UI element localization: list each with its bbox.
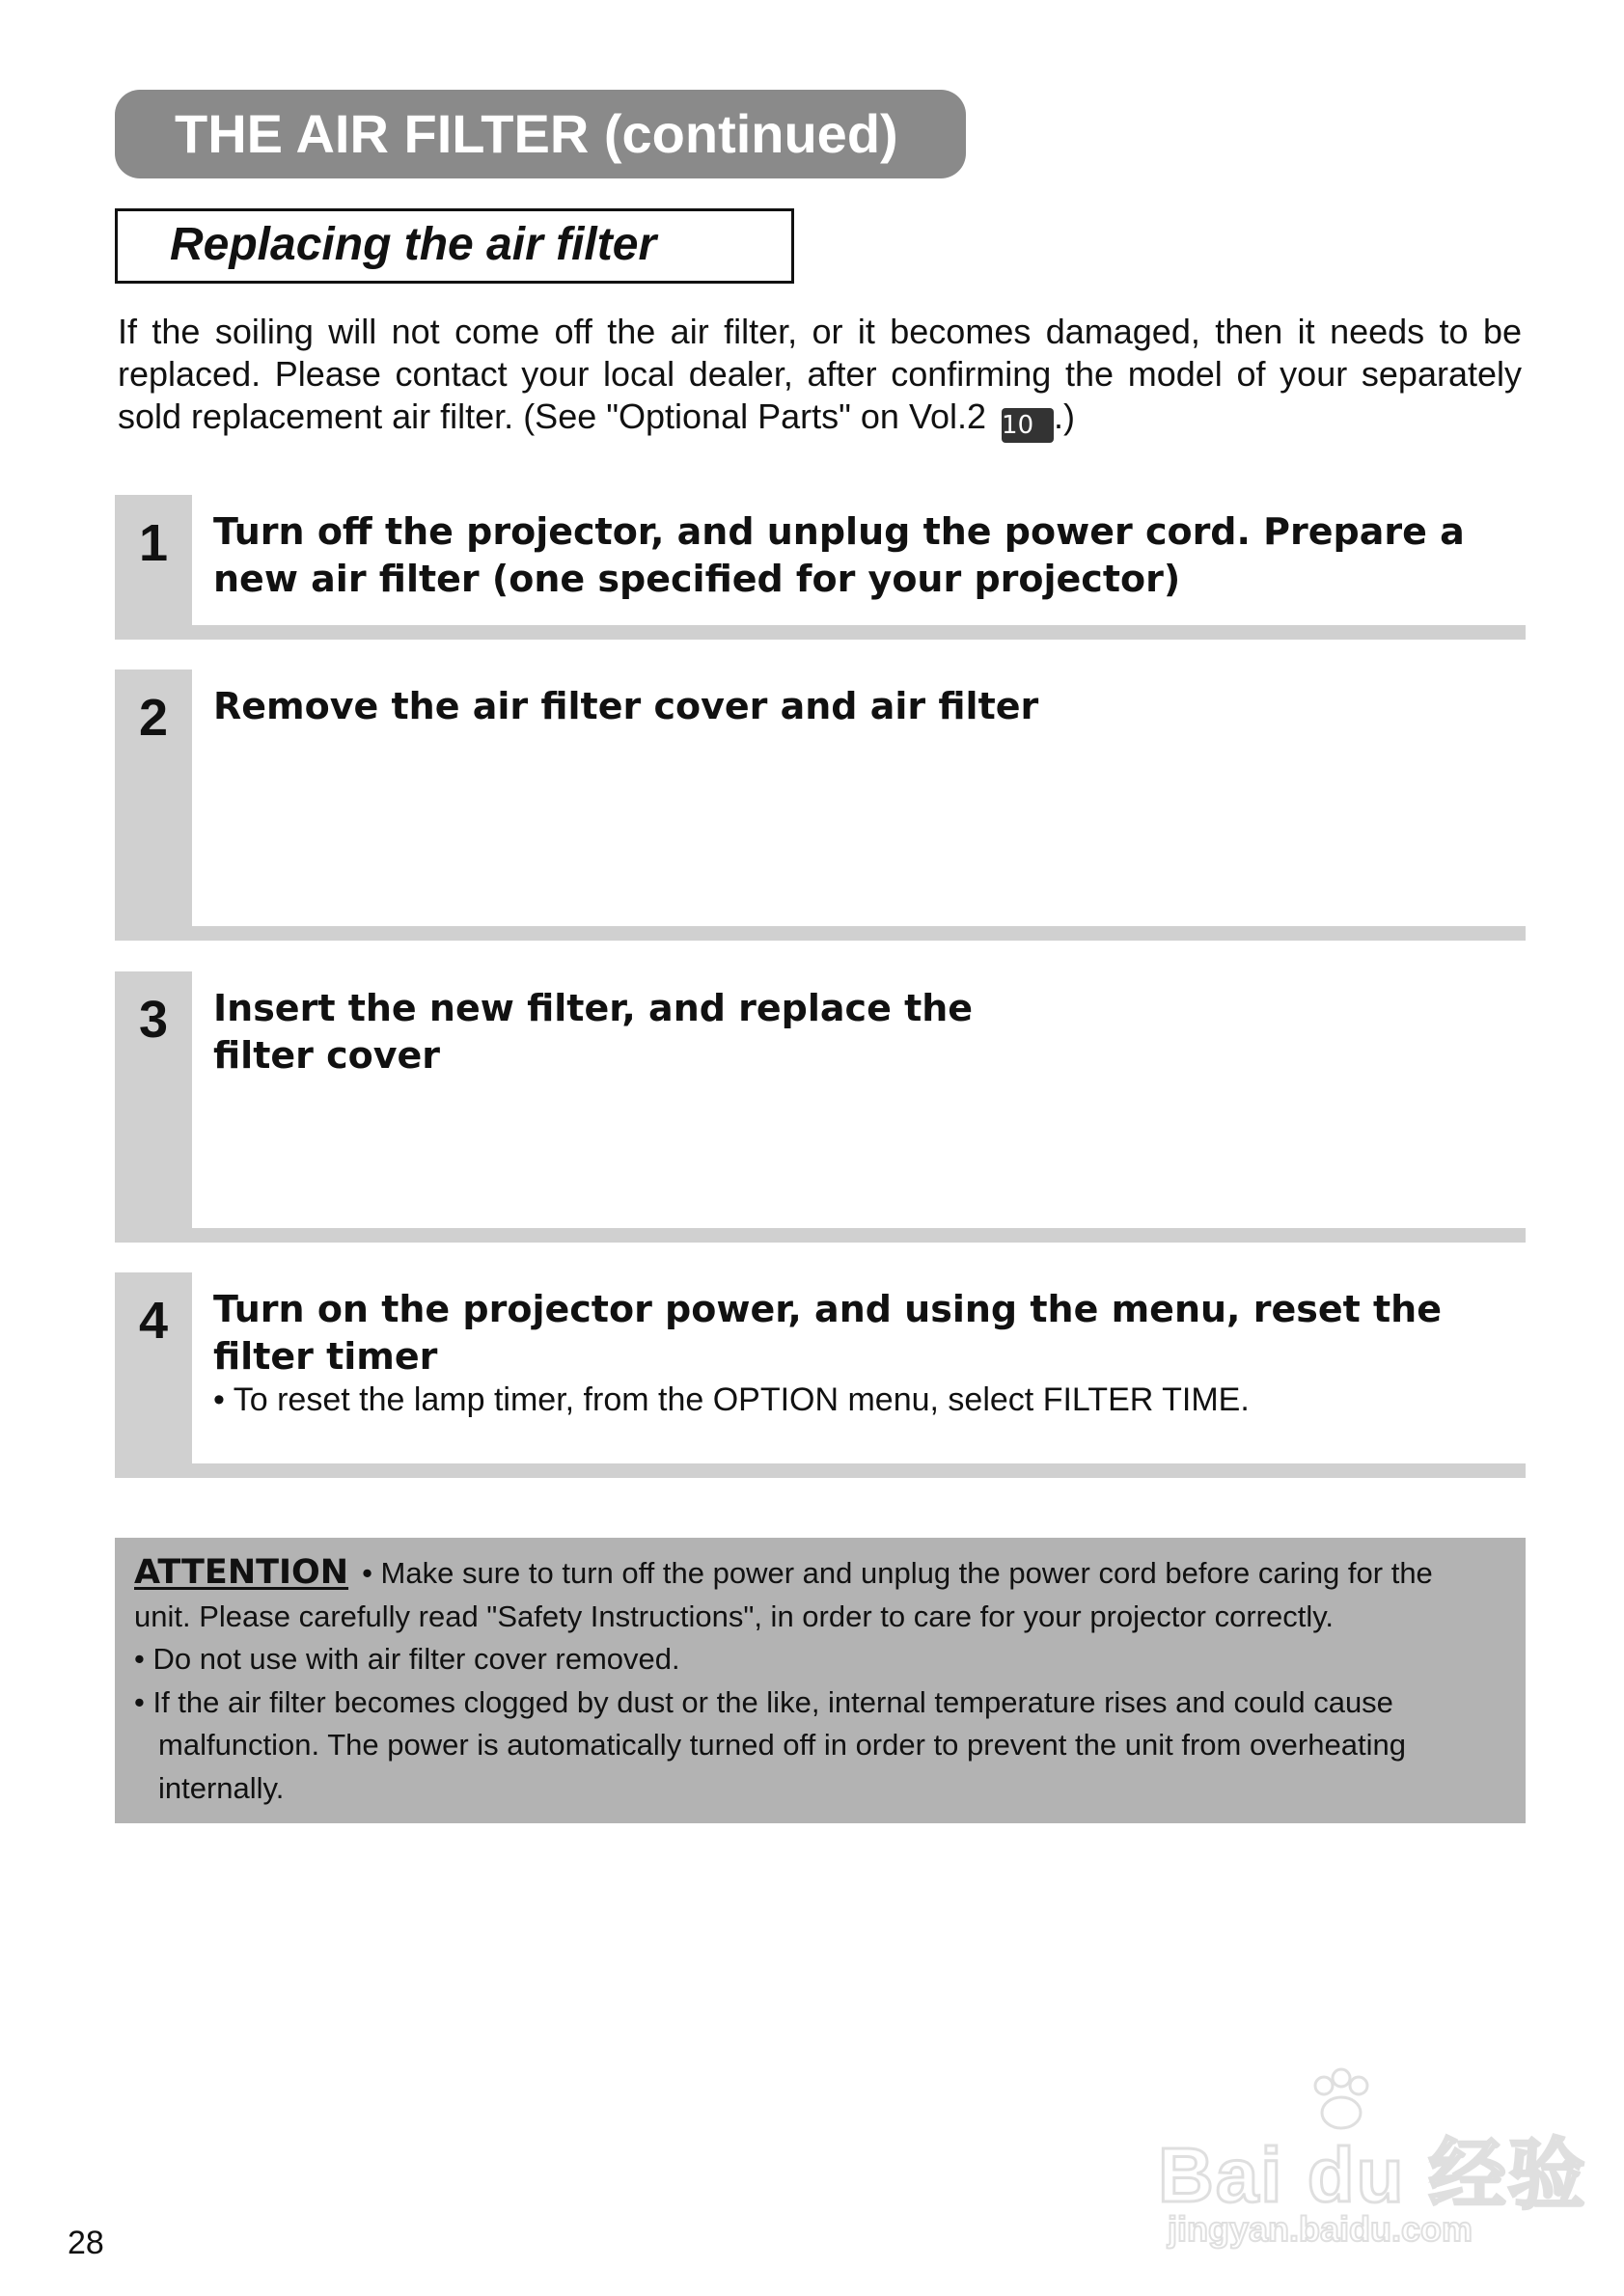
book-page-reference-icon: 10 <box>1002 408 1054 443</box>
watermark <box>1158 2064 1587 2257</box>
page-number: 28 <box>68 2225 104 2261</box>
step-title: Turn off the projector, and unplug the power cord. Prepare a new air filter (one specified for your projector) <box>213 510 1465 600</box>
step-4 <box>115 1272 1526 1478</box>
step-title: Remove the air filter cover and air filter <box>213 685 1039 727</box>
step-note: • To reset the lamp timer, from the OPTION menu, select FILTER TIME. <box>213 1381 1250 1418</box>
step-number: 4 <box>138 1292 169 1350</box>
watermark-url: jingyan.baidu.com <box>1168 2209 1473 2249</box>
intro-closing: .) <box>1054 396 1076 436</box>
watermark-brand: Bai du 经验 <box>1158 2132 1587 2218</box>
step-1 <box>115 495 1526 640</box>
section-heading: Replacing the air filter <box>115 208 794 284</box>
step-title-line: Insert the new filter, and replace the <box>213 987 974 1029</box>
step-2 <box>115 670 1526 941</box>
step-title <box>213 985 1506 1080</box>
step-number: 1 <box>138 514 169 572</box>
attention-label: ATTENTION <box>134 1553 349 1592</box>
intro-text: If the soiling will not come off the air filter, or it becomes damaged, then it needs to be replaced. Please contact your local dealer, after confirming the model of your separately sold replacement air filter. (See "Optional Parts" on Vol.2 <box>118 312 1522 436</box>
intro-paragraph <box>118 311 1522 443</box>
attention-bullet: • Do not use with air filter cover removed. <box>134 1642 680 1676</box>
attention-text: • Make sure to turn off the power and unplug the power cord before caring for the unit. Please carefully read "Safety Instructions", in order to care for your projector correctly. <box>134 1556 1433 1633</box>
step-title-line: filter cover <box>213 1034 441 1077</box>
step-number: 3 <box>138 991 169 1049</box>
step-number: 2 <box>138 689 169 747</box>
step-3 <box>115 971 1526 1243</box>
step-title: Turn on the projector power, and using the menu, reset the filter timer <box>213 1288 1442 1378</box>
page-title: THE AIR FILTER (continued) <box>115 90 966 178</box>
attention-box <box>115 1538 1526 1823</box>
attention-bullet: • If the air filter becomes clogged by dust or the like, internal temperature rises and could cause malfunction. The power is automatically turned off in order to prevent the unit from overheating internally. <box>134 1684 1406 1805</box>
